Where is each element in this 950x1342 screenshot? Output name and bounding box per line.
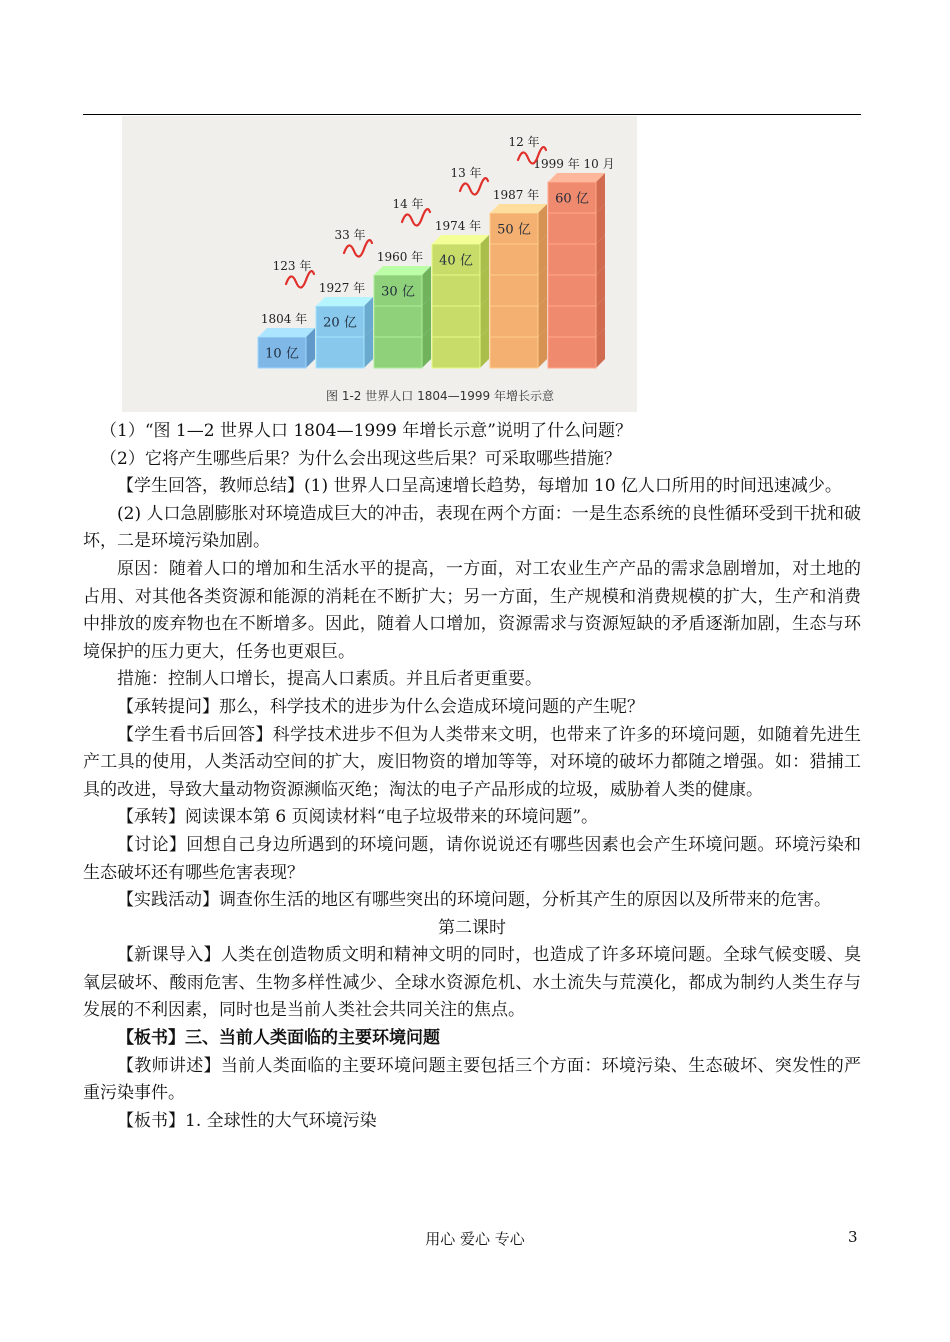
step-interval-label: 12 年 bbox=[508, 135, 540, 149]
paragraph-14: 【教师讲述】当前人类面临的主要环境问题主要包括三个方面：环境污染、生态破坏、突发性的严重污染事件。 bbox=[83, 1055, 861, 1104]
step-interval-label: 33 年 bbox=[334, 228, 366, 242]
paragraph-6: 【承转提问】那么，科学技术的进步为什么会造成环境问题的产生呢？ bbox=[117, 696, 644, 717]
paragraph-2: 【学生回答，教师总结】(1) 世界人口呈高速增长趋势，每增加 10 亿人口所用的时间迅速减少。 bbox=[117, 476, 842, 497]
block-front bbox=[432, 306, 480, 337]
document-body bbox=[83, 418, 861, 1135]
block-front bbox=[548, 306, 596, 337]
figure-caption: 图 1-2 世界人口 1804—1999 年增长示意 bbox=[326, 389, 554, 403]
step-value-label: 50 亿 bbox=[497, 222, 531, 238]
block-front bbox=[490, 275, 538, 306]
page-number: 3 bbox=[848, 1228, 858, 1246]
step-value-label: 20 亿 bbox=[323, 315, 357, 331]
interval-zigzag bbox=[344, 240, 372, 256]
step-year-label: 1987 年 bbox=[492, 188, 540, 202]
population-staircase-illustration bbox=[122, 116, 637, 412]
block-front bbox=[432, 337, 480, 368]
step-interval-label: 123 年 bbox=[272, 259, 312, 273]
interval-zigzag bbox=[286, 271, 314, 287]
block-top bbox=[316, 297, 373, 306]
paragraph-5: 措施：控制人口增长，提高人口素质。并且后者更重要。 bbox=[117, 669, 542, 690]
step-year-label: 1974 年 bbox=[434, 219, 482, 233]
paragraph-13: 【板书】三、当前人类面临的主要环境问题 bbox=[117, 1028, 440, 1049]
block-front bbox=[548, 213, 596, 244]
step-interval-label: 14 年 bbox=[392, 197, 424, 211]
paragraph-7: 【学生看书后回答】科学技术进步不但为人类带来文明，也带来了许多的环境问题，如随着先进生产工具的使用，人类活动空间的扩大，废旧物资的增加等等，对环境的破坏力都随之增强。如：猎捕工具的改进，导致大量动物资源濒临灭绝；淘汰的电子产品形成的垃圾，威胁着人类的健康。 bbox=[83, 724, 861, 800]
paragraph-8: 【承转】阅读课本第 6 页阅读材料“电子垃圾带来的环境问题”。 bbox=[117, 807, 599, 828]
population-growth-figure bbox=[122, 116, 637, 412]
paragraph-15: 【板书】1. 全球性的大气环境污染 bbox=[117, 1110, 377, 1131]
interval-zigzag bbox=[402, 209, 430, 225]
paragraph-1: （2）它将产生哪些后果？为什么会出现这些后果？可采取哪些措施？ bbox=[100, 448, 621, 469]
step-value-label: 30 亿 bbox=[381, 284, 415, 300]
paragraph-0: （1）“图 1—2 世界人口 1804—1999 年增长示意”说明了什么问题？ bbox=[100, 421, 632, 441]
block-front bbox=[432, 275, 480, 306]
block-front bbox=[374, 306, 422, 337]
block-front bbox=[316, 337, 364, 368]
block-top bbox=[490, 204, 547, 213]
block-front bbox=[490, 244, 538, 275]
block-front bbox=[374, 337, 422, 368]
step-year-label: 1960 年 bbox=[376, 250, 424, 264]
footer-motto: 用心 爱心 专心 bbox=[425, 1230, 525, 1248]
step-year-label: 1927 年 bbox=[318, 281, 366, 295]
step-value-label: 10 亿 bbox=[265, 346, 299, 362]
step-value-label: 40 亿 bbox=[439, 253, 473, 269]
block-top bbox=[548, 173, 605, 182]
block-front bbox=[548, 337, 596, 368]
header-rule bbox=[83, 114, 861, 115]
step-year-label: 1999 年 10 月 bbox=[533, 157, 615, 171]
block-front bbox=[490, 306, 538, 337]
paragraph-4: 原因：随着人口的增加和生活水平的提高，一方面，对工农业生产产品的需求急剧增加，对土地的占用、对其他各类资源和能源的消耗在不断扩大；另一方面，生产规模和消费规模的扩大，生产和消费中排放的废弃物也在不断增多。因此，随着人口增加，资源需求与资源短缺的矛盾逐渐加剧，生态与环境保护的压力更大，任务也更艰巨。 bbox=[83, 558, 861, 662]
block-top bbox=[432, 235, 489, 244]
paragraph-12: 【新课导入】人类在创造物质文明和精神文明的同时，也造成了许多环境问题。全球气候变暖、臭氧层破坏、酸雨危害、生物多样性减少、全球水资源危机、水土流失与荒漠化，都成为制约人类生存与发展的不利因素，同时也是当前人类社会共同关注的焦点。 bbox=[83, 945, 861, 1021]
block-front bbox=[548, 275, 596, 306]
step-value-label: 60 亿 bbox=[555, 191, 589, 207]
paragraph-3: (2) 人口急剧膨胀对环境造成巨大的冲击，表现在两个方面：一是生态系统的良性循环受到干扰和破坏，二是环境污染加剧。 bbox=[83, 503, 861, 552]
block-top bbox=[374, 266, 431, 275]
step-year-label: 1804 年 bbox=[260, 312, 308, 326]
step-interval-label: 13 年 bbox=[450, 166, 482, 180]
paragraph-9: 【讨论】回想自己身边所遇到的环境问题，请你说说还有哪些因素也会产生环境问题。环境污染和生态破坏还有哪些危害表现？ bbox=[83, 834, 861, 883]
paragraph-11: 第二课时 bbox=[438, 917, 506, 938]
block-front bbox=[548, 244, 596, 275]
paragraph-10: 【实践活动】调查你生活的地区有哪些突出的环境问题，分析其产生的原因以及所带来的危害。 bbox=[117, 890, 831, 911]
block-top bbox=[258, 328, 315, 337]
block-front bbox=[490, 337, 538, 368]
interval-zigzag bbox=[460, 178, 488, 194]
